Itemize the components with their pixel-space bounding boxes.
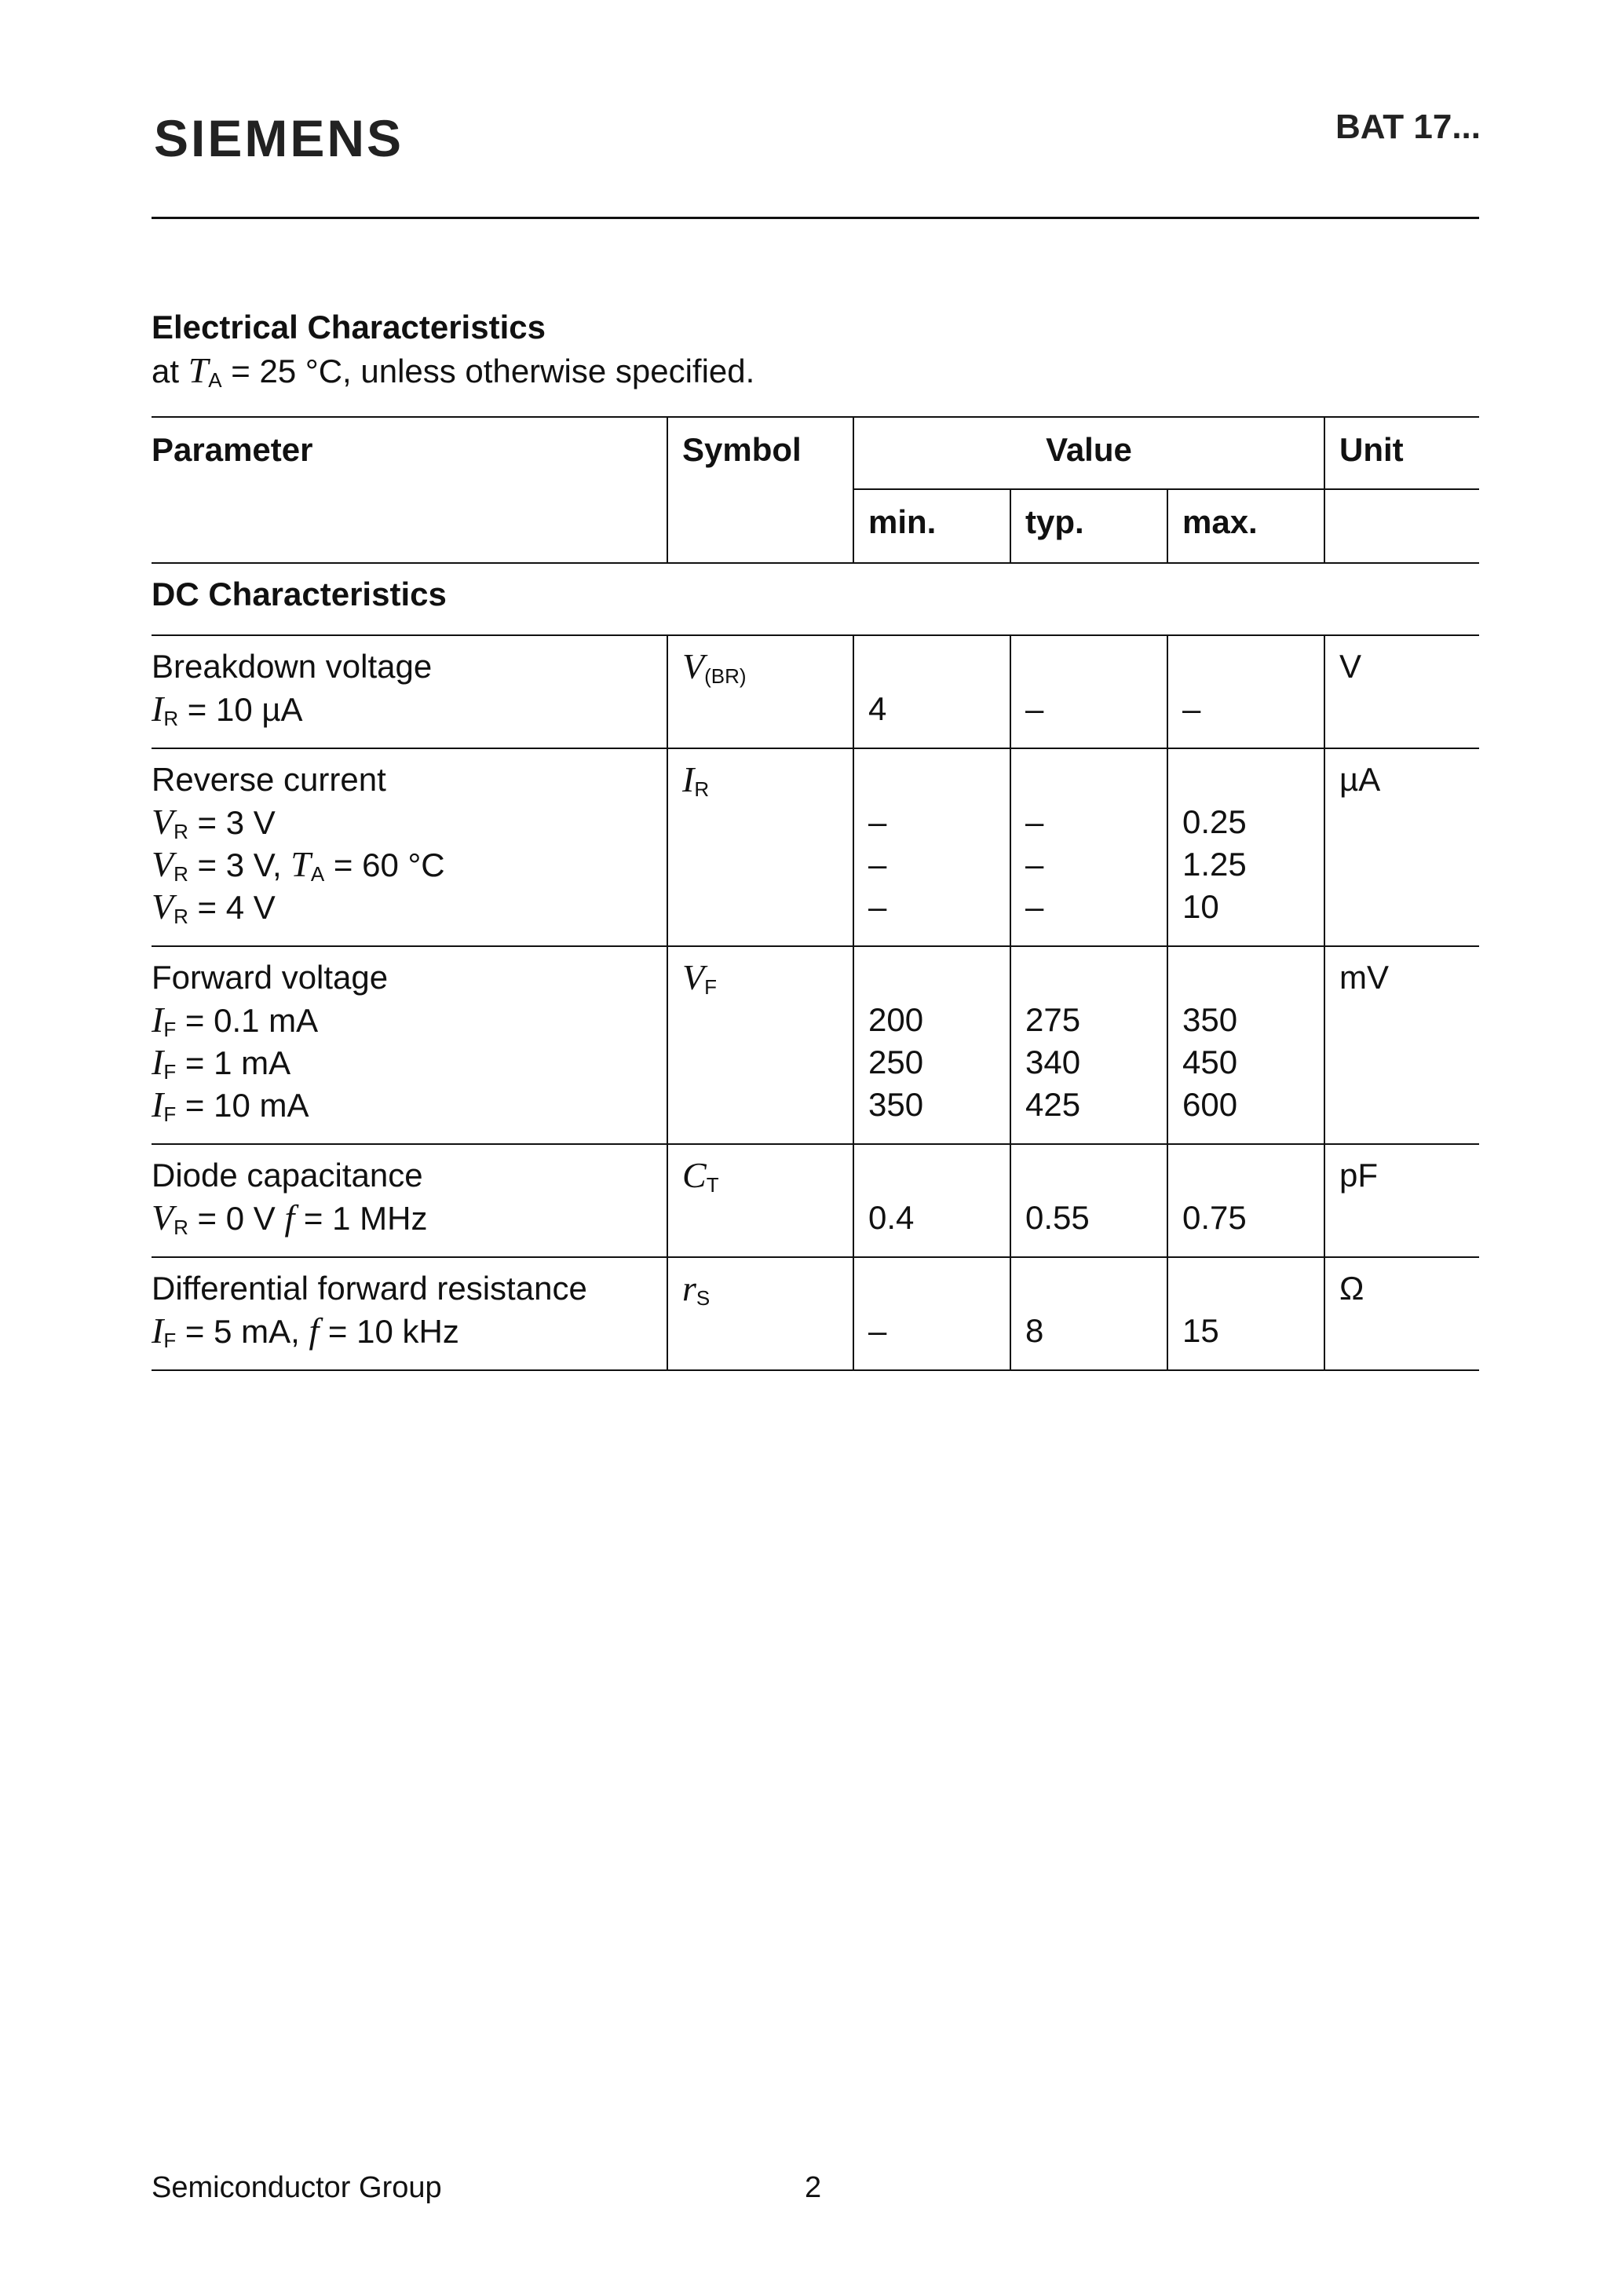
condition-text: = 60 °C (324, 846, 445, 883)
condition-text: = 3 V (188, 804, 276, 841)
value-max-cell (1167, 946, 1324, 1144)
condition-text: = 3 V, (188, 846, 291, 883)
unit-cell (1324, 1144, 1479, 1257)
value-min-cell (853, 1144, 1010, 1257)
parameter-name: Breakdown voltage (152, 648, 433, 685)
unit-label: µA (1339, 761, 1381, 798)
condition-text: = 1 MHz (294, 1200, 428, 1237)
parameter-condition (152, 1084, 667, 1126)
spacer (1182, 759, 1324, 801)
value-max-cell (1167, 1144, 1324, 1257)
condition-text: = 5 mA, (176, 1313, 309, 1350)
value-max-cell (1167, 748, 1324, 946)
value-max: 0.75 (1182, 1199, 1247, 1236)
condition-symbol: f (284, 1197, 295, 1238)
value-min: 250 (868, 1044, 924, 1080)
condition-subscript: F (163, 1060, 177, 1084)
condition-symbol: V (152, 887, 174, 927)
siemens-logo: SIEMENS (154, 109, 404, 167)
value-max: 10 (1182, 888, 1219, 925)
condition-symbol: f (309, 1311, 320, 1351)
spacer (1182, 1267, 1324, 1310)
symbol-letter: I (682, 759, 695, 799)
condition-text: = 4 V (188, 889, 276, 926)
condition-subscript: F (163, 1018, 177, 1041)
unit-cell (1324, 1257, 1479, 1370)
symbol-cell (667, 946, 853, 1144)
condition-subscript: A (310, 862, 325, 886)
spacer (1025, 1267, 1167, 1310)
condition-symbol: V (152, 802, 174, 842)
condition-symbol: I (152, 1311, 164, 1351)
spacer (1182, 645, 1324, 688)
value-min: – (868, 846, 887, 883)
value-min-cell (853, 946, 1010, 1144)
symbol-cell (667, 1144, 853, 1257)
table-row (152, 1257, 1479, 1370)
parameter-symbol (682, 956, 853, 999)
condition-text: = 10 kHz (319, 1313, 459, 1350)
subtitle-subscript: A (208, 368, 222, 392)
parameter-symbol (682, 1267, 853, 1310)
value-typ-cell (1010, 1257, 1167, 1370)
value-min: 350 (868, 1086, 924, 1123)
parameter-name: Reverse current (152, 761, 386, 798)
condition-symbol: V (152, 1197, 174, 1238)
value-min: 4 (868, 690, 887, 727)
value-typ-cell (1010, 1144, 1167, 1257)
unit-label: Ω (1339, 1270, 1364, 1307)
value-typ: 425 (1025, 1086, 1081, 1123)
condition-symbol: I (152, 689, 164, 729)
condition-text: = 10 µA (178, 691, 303, 728)
spacer (868, 1154, 1010, 1197)
value-min: – (868, 888, 887, 925)
value-min: 0.4 (868, 1199, 915, 1236)
value-max: 0.25 (1182, 803, 1247, 840)
value-typ: 340 (1025, 1044, 1081, 1080)
value-max: 1.25 (1182, 846, 1247, 883)
subtitle-prefix: at (152, 353, 188, 389)
parameter-condition (152, 688, 667, 730)
parameter-condition (152, 843, 667, 886)
table-row (152, 946, 1479, 1144)
value-typ-cell (1010, 748, 1167, 946)
header-unit: Unit (1324, 417, 1479, 489)
condition-symbol: I (152, 1084, 164, 1124)
unit-label: pF (1339, 1157, 1379, 1194)
spacer (1025, 645, 1167, 688)
value-min-cell (853, 635, 1010, 748)
symbol-letter: r (682, 1268, 696, 1308)
parameter-condition (152, 999, 667, 1041)
parameter-cell (152, 1144, 667, 1257)
symbol-cell (667, 635, 853, 748)
value-typ-cell (1010, 635, 1167, 748)
spacer (1025, 1154, 1167, 1197)
parameter-symbol (682, 645, 853, 688)
value-min: 200 (868, 1001, 924, 1038)
parameter-condition (152, 1310, 667, 1352)
table-row (152, 635, 1479, 748)
header-parameter: Parameter (152, 417, 667, 489)
group-dc-characteristics: DC Characteristics (152, 563, 1479, 635)
parameter-cell (152, 748, 667, 946)
symbol-cell (667, 748, 853, 946)
header-value: Value (853, 417, 1324, 489)
symbol-subscript: T (706, 1173, 719, 1197)
section-title: Electrical Characteristics (152, 309, 546, 345)
symbol-subscript: S (696, 1286, 711, 1310)
parameter-condition (152, 801, 667, 843)
spacer (868, 956, 1010, 999)
value-max: – (1182, 690, 1201, 727)
table-body (152, 563, 1479, 1370)
value-typ: – (1025, 888, 1044, 925)
value-typ-cell (1010, 946, 1167, 1144)
condition-subscript: R (174, 820, 188, 843)
condition-symbol: T (290, 844, 311, 884)
condition-text: = 10 mA (176, 1087, 309, 1124)
parameter-cell (152, 635, 667, 748)
value-typ: 8 (1025, 1312, 1044, 1349)
parameter-symbol (682, 759, 853, 801)
spacer (868, 1267, 1010, 1310)
condition-text: = 0 V (188, 1200, 285, 1237)
symbol-subscript: R (694, 777, 710, 801)
condition-symbol: I (152, 1000, 164, 1040)
spacer (1182, 1154, 1324, 1197)
condition-text: = 0.1 mA (176, 1002, 319, 1039)
value-min: – (868, 1312, 887, 1349)
parameter-condition (152, 886, 667, 928)
symbol-letter: V (682, 646, 705, 686)
symbol-letter: C (682, 1155, 707, 1195)
header-symbol: Symbol (667, 417, 853, 489)
table-row (152, 748, 1479, 946)
spacer (1025, 759, 1167, 801)
parameter-symbol (682, 1154, 853, 1197)
header-typ: typ. (1010, 489, 1167, 563)
page-number: 2 (805, 2171, 822, 2204)
spacer (868, 759, 1010, 801)
parameter-condition (152, 1197, 667, 1239)
symbol-letter: V (682, 957, 705, 997)
header-parameter-blank (152, 489, 667, 563)
symbol-subscript: (BR) (704, 664, 747, 688)
spacer (1025, 956, 1167, 999)
value-max-cell (1167, 635, 1324, 748)
spacer (1182, 956, 1324, 999)
spacer (868, 645, 1010, 688)
parameter-condition (152, 1041, 667, 1084)
value-max: 600 (1182, 1086, 1238, 1123)
header-unit-blank (1324, 489, 1479, 563)
header-max: max. (1167, 489, 1324, 563)
parameter-cell (152, 946, 667, 1144)
table-row (152, 1144, 1479, 1257)
footer-publisher: Semiconductor Group (152, 2171, 442, 2204)
subtitle-symbol: T (188, 350, 209, 390)
condition-subscript: F (163, 1329, 177, 1352)
condition-subscript: R (174, 1216, 188, 1239)
parameter-name: Differential forward resistance (152, 1270, 587, 1307)
condition-subscript: R (174, 862, 188, 886)
unit-cell (1324, 946, 1479, 1144)
unit-label: mV (1339, 959, 1389, 996)
header-rule (152, 217, 1479, 219)
value-typ: – (1025, 690, 1044, 727)
condition-symbol: V (152, 844, 174, 884)
condition-subscript: R (174, 905, 188, 928)
value-max: 15 (1182, 1312, 1219, 1349)
subtitle-suffix: = 25 °C, unless otherwise specified. (221, 353, 755, 389)
condition-symbol: I (152, 1042, 164, 1082)
section-subtitle (152, 349, 754, 393)
value-max: 350 (1182, 1001, 1238, 1038)
parameter-name: Forward voltage (152, 959, 389, 996)
parameter-cell (152, 1257, 667, 1370)
condition-text: = 1 mA (176, 1044, 291, 1081)
value-typ: – (1025, 803, 1044, 840)
value-typ: 0.55 (1025, 1199, 1090, 1236)
symbol-subscript: F (704, 975, 717, 999)
value-max: 450 (1182, 1044, 1238, 1080)
header-min: min. (853, 489, 1010, 563)
condition-subscript: F (163, 1102, 177, 1126)
unit-label: V (1339, 648, 1362, 685)
header-symbol-blank (667, 489, 853, 563)
value-typ: – (1025, 846, 1044, 883)
condition-subscript: R (163, 707, 179, 730)
value-typ: 275 (1025, 1001, 1081, 1038)
parameter-name: Diode capacitance (152, 1157, 423, 1194)
electrical-characteristics-table (152, 416, 1479, 1371)
value-min-cell (853, 1257, 1010, 1370)
unit-cell (1324, 748, 1479, 946)
symbol-cell (667, 1257, 853, 1370)
value-max-cell (1167, 1257, 1324, 1370)
unit-cell (1324, 635, 1479, 748)
document-id: BAT 17... (1335, 108, 1481, 146)
value-min: – (868, 803, 887, 840)
value-min-cell (853, 748, 1010, 946)
